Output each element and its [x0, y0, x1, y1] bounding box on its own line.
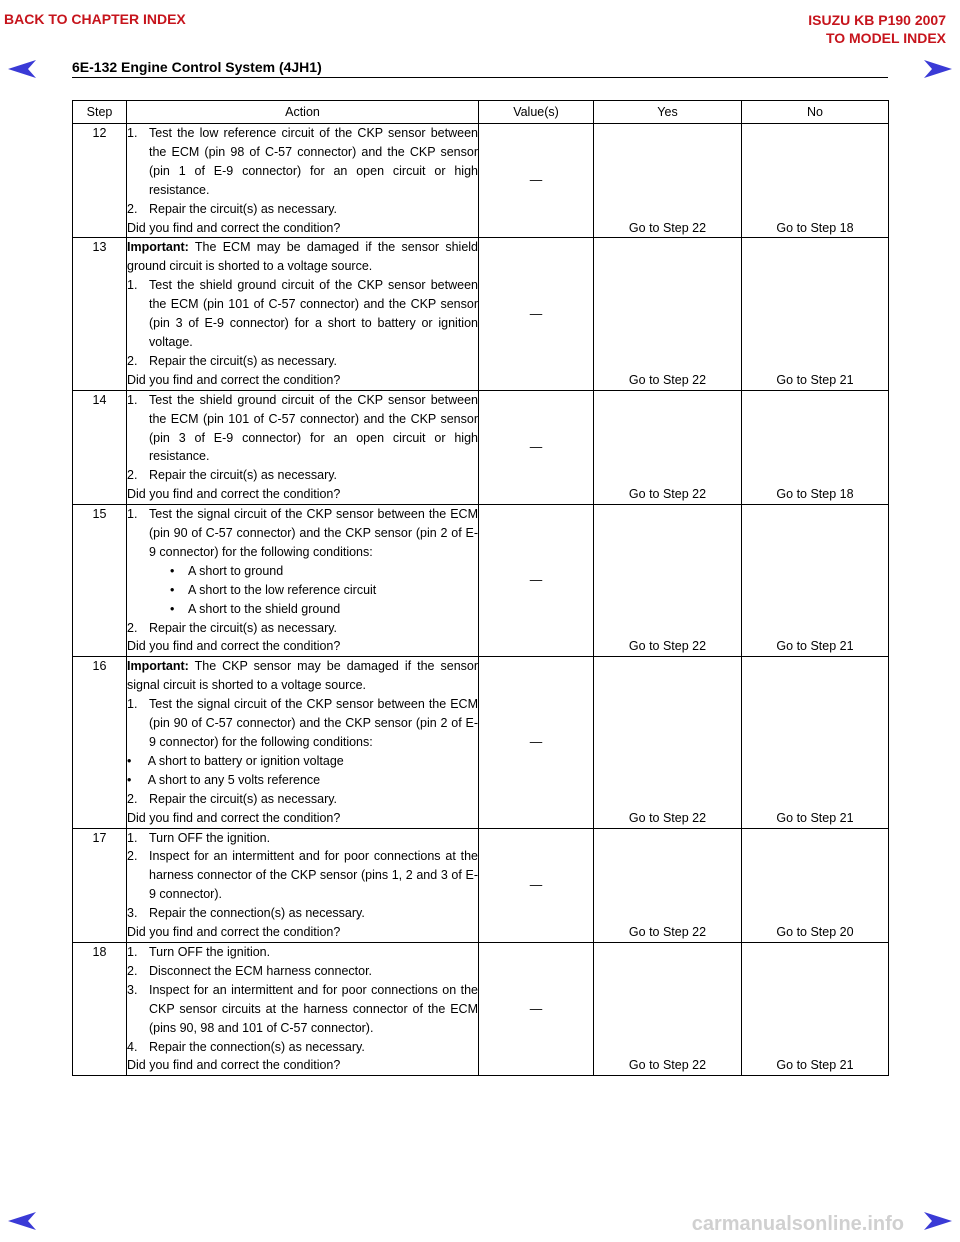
value-cell: — — [479, 238, 594, 390]
action-step — [127, 847, 478, 904]
action-step-text: Turn OFF the ignition. — [149, 944, 271, 959]
action-step-number: 1. — [127, 392, 138, 407]
action-step-number: 1. — [127, 507, 138, 522]
action-step-number: 2. — [127, 791, 138, 806]
back-to-chapter-index-link[interactable]: BACK TO CHAPTER INDEX — [4, 11, 186, 27]
condition-question: Did you find and correct the condition? — [127, 925, 341, 940]
bullet-icon: • — [170, 601, 175, 616]
table-row — [73, 505, 889, 657]
column-header-yes: Yes — [594, 101, 742, 124]
value-cell: — — [479, 390, 594, 504]
action-step — [127, 904, 478, 923]
value-cell: — — [479, 657, 594, 828]
model-title: ISUZU KB P190 2007 — [808, 12, 946, 28]
action-cell — [127, 942, 479, 1075]
action-step-text: Test the signal circuit of the CKP sensor between the ECM (pin 90 of C-57 connector) and the CKP sensor (pin 2 of E-9 connector) for the following conditions: — [149, 697, 478, 749]
table-row — [73, 657, 889, 828]
no-action: Go to Step 21 — [742, 505, 889, 657]
action-step-number: 1. — [127, 697, 138, 712]
condition-text: A short to battery or ignition voltage — [145, 753, 344, 768]
step-number: 18 — [73, 942, 127, 1075]
action-cell — [127, 828, 479, 942]
action-step-text: Repair the circuit(s) as necessary. — [149, 201, 338, 216]
condition-question: Did you find and correct the condition? — [127, 639, 341, 654]
condition-bullet — [170, 562, 478, 581]
value-cell: — — [479, 942, 594, 1075]
column-header-action: Action — [127, 101, 479, 124]
next-page-arrow-icon[interactable] — [924, 60, 952, 78]
table-body — [73, 124, 889, 1076]
previous-page-arrow-bottom-icon[interactable] — [8, 1212, 36, 1230]
action-step — [127, 943, 478, 962]
bullet-icon: • — [170, 563, 175, 578]
action-step — [127, 981, 478, 1038]
action-step-text: Repair the circuit(s) as necessary. — [149, 468, 338, 483]
table-header-row — [73, 101, 889, 124]
action-step — [127, 829, 478, 848]
column-header-step: Step — [73, 101, 127, 124]
no-action: Go to Step 21 — [742, 657, 889, 828]
action-step — [127, 1038, 478, 1057]
value-cell: — — [479, 505, 594, 657]
action-step-number: 2. — [127, 353, 138, 368]
no-action: Go to Step 18 — [742, 124, 889, 238]
bullet-icon: • — [127, 772, 132, 787]
table-row — [73, 390, 889, 504]
yes-action: Go to Step 22 — [594, 942, 742, 1075]
table-row — [73, 124, 889, 238]
action-step — [127, 276, 478, 352]
action-step-number: 3. — [127, 982, 138, 997]
action-step — [127, 505, 478, 562]
condition-text: A short to any 5 volts reference — [145, 772, 321, 787]
action-step — [127, 619, 478, 638]
value-cell: — — [479, 828, 594, 942]
action-step-text: Repair the circuit(s) as necessary. — [149, 791, 338, 806]
bullet-icon: • — [127, 753, 132, 768]
condition-question: Did you find and correct the condition? — [127, 1058, 341, 1073]
action-step-number: 1. — [127, 278, 138, 293]
action-cell — [127, 124, 479, 238]
condition-question: Did you find and correct the condition? — [127, 372, 341, 387]
action-step — [127, 962, 478, 981]
action-step-text: Test the low reference circuit of the CKP sensor between the ECM (pin 98 of C-57 connector) and the CKP sensor (pin 1 of E-9 connector) for an open circuit or high resistance. — [149, 126, 478, 197]
value-cell: — — [479, 124, 594, 238]
condition-bullet — [127, 752, 478, 771]
action-cell — [127, 390, 479, 504]
important-label: Important: — [127, 659, 189, 674]
important-label: Important: — [127, 240, 189, 255]
yes-action: Go to Step 22 — [594, 505, 742, 657]
step-number: 17 — [73, 828, 127, 942]
action-step — [127, 695, 478, 752]
action-step — [127, 391, 478, 467]
action-step-text: Repair the connection(s) as necessary. — [149, 1039, 365, 1054]
watermark: carmanualsonline.info — [691, 1213, 904, 1235]
action-step-text: Test the shield ground circuit of the CKP sensor between the ECM (pin 101 of C-57 connector) and the CKP sensor (pin 3 of E-9 connector) for an open circuit or high resistance. — [149, 392, 478, 464]
action-step-text: Repair the connection(s) as necessary. — [149, 906, 365, 921]
yes-action: Go to Step 22 — [594, 238, 742, 390]
action-step-text: Repair the circuit(s) as necessary. — [149, 353, 338, 368]
page-title: 6E-132 Engine Control System (4JH1) — [72, 59, 322, 75]
column-header-values: Value(s) — [479, 101, 594, 124]
step-number: 12 — [73, 124, 127, 238]
action-step-number: 2. — [127, 963, 138, 978]
action-step — [127, 200, 478, 219]
action-step-text: Test the signal circuit of the CKP sensor between the ECM (pin 90 of C-57 connector) and the CKP sensor (pin 2 of E-9 connector) for the following conditions: — [149, 507, 478, 559]
action-step-number: 2. — [127, 620, 138, 635]
action-step-text: Repair the circuit(s) as necessary. — [149, 620, 338, 635]
no-action: Go to Step 18 — [742, 390, 889, 504]
step-number: 14 — [73, 390, 127, 504]
action-cell — [127, 505, 479, 657]
header-divider — [72, 77, 888, 78]
bullet-icon: • — [170, 582, 175, 597]
no-action: Go to Step 21 — [742, 942, 889, 1075]
important-text: The ECM may be damaged if the sensor shield ground circuit is shorted to a voltage source. — [127, 240, 479, 274]
table-row — [73, 238, 889, 390]
condition-text: A short to the shield ground — [188, 601, 341, 616]
condition-bullet — [127, 771, 478, 790]
yes-action: Go to Step 22 — [594, 828, 742, 942]
action-step-text: Test the shield ground circuit of the CKP sensor between the ECM (pin 101 of C-57 connector) and the CKP sensor (pin 3 of E-9 connector) for a short to battery or ignition voltage. — [149, 278, 478, 349]
no-action: Go to Step 20 — [742, 828, 889, 942]
column-header-no: No — [742, 101, 889, 124]
action-step-number: 2. — [127, 201, 138, 216]
condition-text: A short to the low reference circuit — [188, 582, 377, 597]
important-text: The CKP sensor may be damaged if the sensor signal circuit is shorted to a voltage source. — [127, 659, 479, 693]
table-row — [73, 828, 889, 942]
action-step-number: 4. — [127, 1039, 138, 1054]
previous-page-arrow-icon[interactable] — [8, 60, 36, 78]
important-note — [127, 238, 478, 276]
to-model-index-link[interactable]: TO MODEL INDEX — [825, 30, 946, 46]
yes-action: Go to Step 22 — [594, 657, 742, 828]
action-step — [127, 124, 478, 200]
yes-action: Go to Step 22 — [594, 390, 742, 504]
action-step-text: Turn OFF the ignition. — [149, 830, 271, 845]
action-step — [127, 352, 478, 371]
model-index-block — [808, 11, 946, 47]
diagnostic-table — [72, 100, 889, 1076]
action-step — [127, 790, 478, 809]
action-step-number: 3. — [127, 906, 138, 921]
step-number: 15 — [73, 505, 127, 657]
action-cell — [127, 657, 479, 828]
next-page-arrow-bottom-icon[interactable] — [924, 1212, 952, 1230]
condition-question: Did you find and correct the condition? — [127, 487, 341, 502]
action-cell — [127, 238, 479, 390]
action-step-number: 2. — [127, 468, 138, 483]
yes-action: Go to Step 22 — [594, 124, 742, 238]
action-step-text: Disconnect the ECM harness connector. — [149, 963, 373, 978]
step-number: 13 — [73, 238, 127, 390]
action-step-number: 1. — [127, 126, 138, 140]
condition-bullet — [170, 581, 478, 600]
condition-bullet — [170, 600, 478, 619]
action-step-number: 2. — [127, 849, 138, 864]
no-action: Go to Step 21 — [742, 238, 889, 390]
action-step — [127, 466, 478, 485]
condition-question: Did you find and correct the condition? — [127, 810, 341, 825]
important-note — [127, 657, 478, 695]
action-step-number: 1. — [127, 830, 138, 845]
step-number: 16 — [73, 657, 127, 828]
action-step-number: 1. — [127, 944, 138, 959]
condition-text: A short to ground — [188, 563, 284, 578]
table-row — [73, 942, 889, 1075]
action-step-text: Inspect for an intermittent and for poor connections at the harness connector of the CKP sensor (pins 1, 2 and 3 of E-9 connector). — [149, 849, 478, 902]
action-step-text: Inspect for an intermittent and for poor connections on the CKP sensor circuits at the harness connector of the ECM (pins 90, 98 and 101 of C-57 connector). — [149, 982, 478, 1035]
condition-question: Did you find and correct the condition? — [127, 220, 341, 235]
